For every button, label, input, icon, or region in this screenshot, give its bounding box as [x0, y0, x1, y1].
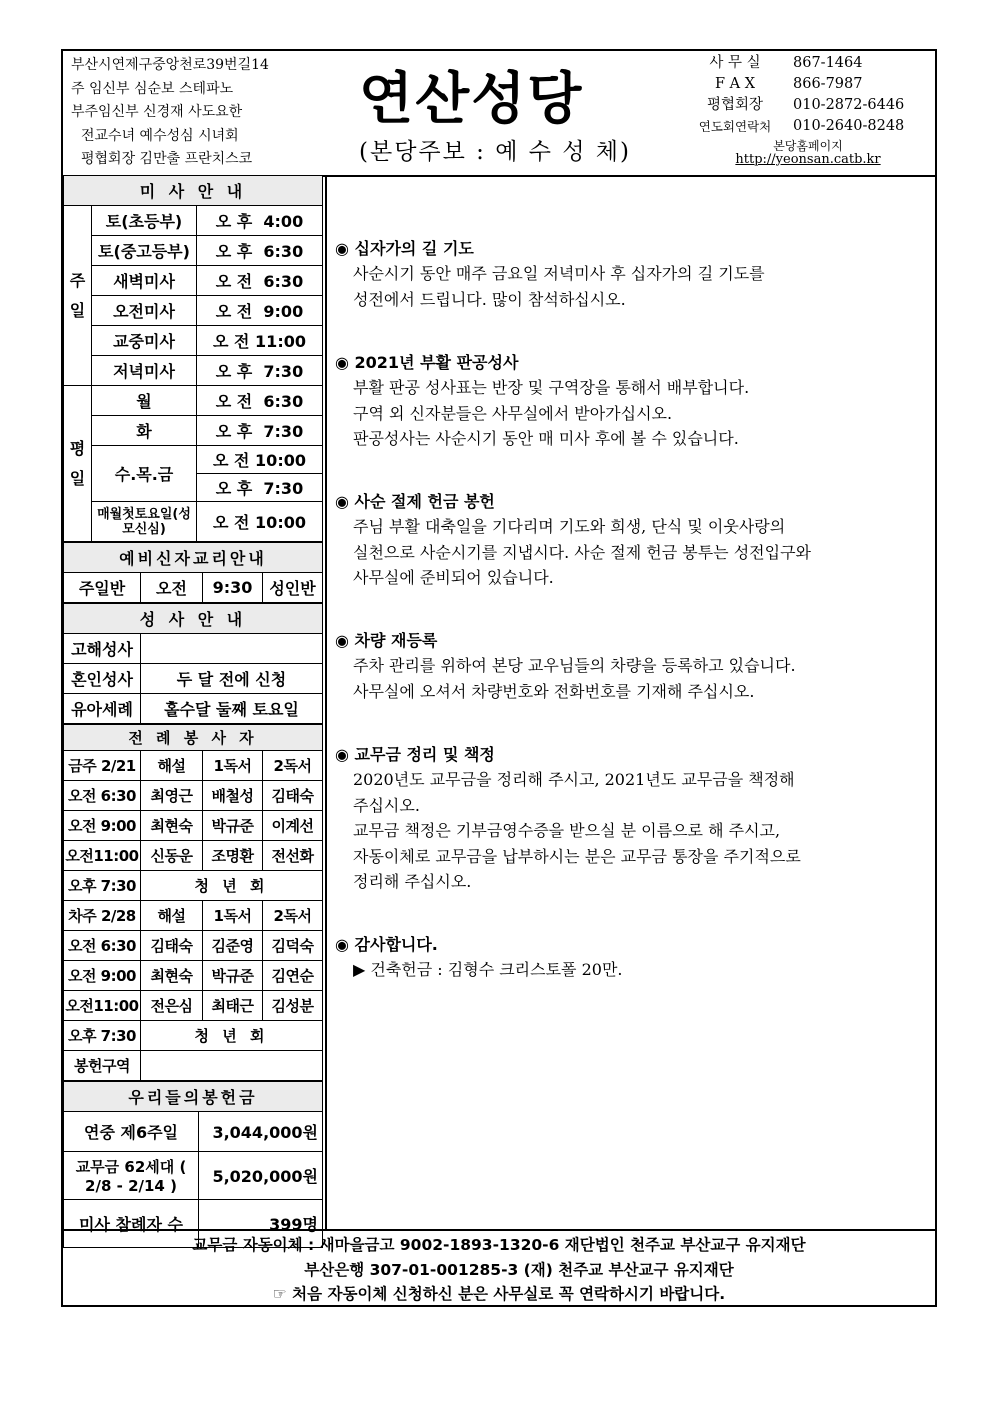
- minister-name: 최영근: [141, 781, 203, 811]
- mass-slot: 오전11:00: [64, 841, 141, 871]
- minister-name: 전은심: [141, 991, 203, 1021]
- contact-row: [683, 116, 933, 137]
- contact-value: 867-1464: [793, 55, 863, 71]
- minister-name: 최현숙: [141, 811, 203, 841]
- role-header: 1독서: [203, 751, 263, 781]
- notice-line: 주차 관리를 위하여 본당 교우님들의 차량을 등록하고 있습니다.: [353, 656, 796, 675]
- sacraments-table: [63, 603, 323, 724]
- mass-time: 오 후 7:30: [197, 416, 323, 446]
- notice-item: [335, 743, 935, 895]
- mass-slot: 오전 6:30: [64, 931, 141, 961]
- bulletin-subtitle: (본당주보 : 예 수 성 체): [359, 139, 631, 165]
- parish-staff-info: [71, 54, 331, 172]
- bulletin-footer: [63, 1229, 935, 1307]
- notice-line: 자동이체로 교무금을 납부하시는 분은 교무금 통장을 주기적으로: [353, 846, 801, 866]
- ministers-heading: 전 례 봉 사 자: [64, 725, 323, 751]
- minister-name: 최태근: [203, 991, 263, 1021]
- mass-name: 저녁미사: [92, 356, 197, 386]
- attendance-label: 미사 참례자 수: [64, 1200, 199, 1248]
- notice-title: ◉ 차량 재등록: [335, 631, 438, 650]
- sacrament-name: 고해성사: [64, 634, 141, 664]
- parish-name: 연산성당: [359, 67, 584, 132]
- notice-line: 사무실에 준비되어 있습니다.: [353, 568, 554, 587]
- catechism-cell: 9:30: [203, 573, 263, 603]
- notice-line: 실천으로 사순시기를 지냅시다. 사순 절제 헌금 봉투는 성전입구와: [353, 542, 812, 562]
- sacrament-name: 유아세례: [64, 694, 141, 724]
- notice-title: ◉ 교무금 정리 및 책정: [335, 745, 495, 764]
- minister-name: 배철성: [203, 781, 263, 811]
- mass-slot: 오전11:00: [64, 991, 141, 1021]
- mass-heading: 미 사 안 내: [64, 176, 323, 206]
- notice-item: [335, 933, 935, 983]
- contact-label: 사 무 실: [709, 55, 761, 71]
- auto-transfer-line: 교무금 자동이체 : 새마을금고 9002-1893-1320-6 재단법인 천주교 부산교구 유지재단: [192, 1236, 806, 1254]
- role-header: 해설: [141, 901, 203, 931]
- week-label: 금주 2/21: [64, 751, 141, 781]
- contact-value: 010-2640-8248: [793, 118, 905, 134]
- role-header: 2독서: [263, 751, 323, 781]
- bulletin-frame: [61, 49, 937, 1307]
- offering-label: [64, 1152, 199, 1200]
- mass-slot: 오후 7:30: [64, 871, 141, 901]
- parish-address: 부산시연제구중앙천로39번길14: [71, 57, 269, 73]
- mass-time: 오 후 7:30: [197, 356, 323, 386]
- bank-account-line: 부산은행 307-01-001285-3 (재) 천주교 부산교구 유지재단: [304, 1260, 734, 1279]
- district-label: 봉헌구역: [64, 1051, 141, 1081]
- mass-time: 오 전 6:30: [197, 386, 323, 416]
- notice-line: 주님 부활 대축일을 기다리며 기도와 희생, 단식 및 이웃사랑의: [353, 517, 786, 536]
- sacrament-info: 두 달 전에 신청: [141, 664, 323, 694]
- contact-request-line: ☞ 처음 자동이체 신청하신 분은 사무실로 꼭 연락하시기 바랍니다.: [272, 1285, 726, 1303]
- contact-row: [683, 74, 933, 95]
- minister-name: 김태숙: [141, 931, 203, 961]
- notice-item: [335, 237, 935, 312]
- minister-name: 신동운: [141, 841, 203, 871]
- notice-item: [335, 629, 935, 704]
- notice-line: ▶ 건축헌금 : 김형수 크리스토폴 20만.: [353, 960, 623, 979]
- contact-label: 평협회장: [706, 97, 764, 113]
- notice-title: ◉ 2021년 부활 판공성사: [335, 353, 519, 372]
- offering-amount: 5,020,000원: [199, 1152, 323, 1200]
- catechism-cell: 성인반: [263, 573, 323, 603]
- mass-name: 새벽미사: [92, 266, 197, 296]
- homepage-link[interactable]: http://yeonsan.catb.kr: [735, 152, 881, 167]
- mass-schedule-table: [63, 175, 323, 542]
- notice-title: ◉ 사순 절제 헌금 봉헌: [335, 492, 495, 511]
- notice-line: 성전에서 드립니다. 많이 참석하십시오.: [353, 289, 626, 309]
- catechism-heading: 예비신자교리안내: [64, 543, 323, 573]
- sacraments-heading: 성 사 안 내: [64, 604, 323, 634]
- minister-name: 김덕숙: [263, 931, 323, 961]
- council-president-line: 평협회장 김만출 프란치스코: [81, 151, 253, 167]
- minister-name: 최현숙: [141, 961, 203, 991]
- notice-title: ◉ 감사합니다.: [335, 935, 438, 954]
- bulletin-header: [63, 51, 935, 177]
- notice-line: 교무금 책정은 기부금영수증을 받으실 분 이름으로 해 주시고,: [353, 821, 781, 840]
- mass-slot: 오전 9:00: [64, 961, 141, 991]
- notice-line: 사무실에 오셔서 차량번호와 전화번호를 기재해 주십시오.: [353, 681, 755, 701]
- sunday-label-text: 주일: [69, 270, 86, 320]
- offering-table: [63, 1081, 323, 1248]
- sacrament-name: 혼인성사: [64, 664, 141, 694]
- mass-time: 오 전 9:00: [197, 296, 323, 326]
- role-header: 2독서: [263, 901, 323, 931]
- mass-name: [92, 502, 197, 542]
- minister-name: 박규준: [203, 811, 263, 841]
- notice-line: 판공성사는 사순시기 동안 매 미사 후에 볼 수 있습니다.: [353, 429, 739, 448]
- minister-name: 김준영: [203, 931, 263, 961]
- homepage-label: 본당홈페이지: [773, 139, 843, 153]
- nun-line: 전교수녀 예수성심 시녀회: [81, 127, 239, 144]
- mass-name: 토(중고등부): [92, 236, 197, 266]
- catechism-cell: 오전: [141, 573, 203, 603]
- notice-line: 주십시오.: [353, 795, 420, 815]
- notice-item: [335, 351, 935, 452]
- notice-line: 사순시기 동안 매주 금요일 저녁미사 후 십자가의 길 기도를: [353, 264, 765, 283]
- mass-slot: 오전 6:30: [64, 781, 141, 811]
- minister-name: 이계선: [263, 811, 323, 841]
- weekday-label-text: 평일: [69, 438, 86, 488]
- mass-name: 수.목.금: [92, 446, 197, 502]
- minister-name: 김연순: [263, 961, 323, 991]
- contact-label: 연도회연락처: [698, 119, 772, 134]
- offering-label: 연중 제6주일: [64, 1112, 199, 1152]
- week-label: 차주 2/28: [64, 901, 141, 931]
- notice-item: [335, 490, 935, 591]
- catechism-table: [63, 542, 323, 603]
- minister-name: 전선화: [263, 841, 323, 871]
- contact-label: F A X: [714, 76, 756, 92]
- offering-amount: 3,044,000원: [199, 1112, 323, 1152]
- sacrament-info: 홀수달 둘째 토요일: [141, 694, 323, 724]
- mass-time: 오 후 6:30: [197, 236, 323, 266]
- mass-slot: 오후 7:30: [64, 1021, 141, 1051]
- role-header: 1독서: [203, 901, 263, 931]
- sunday-label: [64, 206, 92, 386]
- mass-name: 교중미사: [92, 326, 197, 356]
- mass-time: 오 전 10:00: [197, 446, 323, 474]
- contact-value: 866-7987: [793, 76, 863, 92]
- mass-name: 화: [92, 416, 197, 446]
- mass-time: 오 전 11:00: [197, 326, 323, 356]
- mass-name: 월: [92, 386, 197, 416]
- notice-title: ◉ 십자가의 길 기도: [335, 239, 474, 258]
- mass-time: 오 전 10:00: [197, 502, 323, 542]
- role-header: 해설: [141, 751, 203, 781]
- sacrament-info: [141, 634, 323, 664]
- attendance-count: 399명: [199, 1200, 323, 1248]
- notice-line: 부활 판공 성사표는 반장 및 구역장을 통해서 배부합니다.: [353, 378, 750, 397]
- notice-line: 정리해 주십시오.: [353, 872, 472, 891]
- mass-name: 토(초등부): [92, 206, 197, 236]
- mass-time: 오 전 6:30: [197, 266, 323, 296]
- ministers-table: [63, 724, 323, 1081]
- minister-name: 조명환: [203, 841, 263, 871]
- contact-row: [683, 95, 933, 116]
- district-value: [141, 1051, 323, 1081]
- contact-info: [683, 53, 933, 167]
- mass-time: 오 후 7:30: [197, 474, 323, 502]
- notices-area: [327, 175, 935, 1229]
- offering-heading: 우리들의봉헌금: [64, 1082, 323, 1112]
- first-saturday-label: 매월첫토요일(성모신심): [97, 506, 191, 537]
- notice-line: 2020년도 교무금을 정리해 주시고, 2021년도 교무금을 책정해: [353, 770, 795, 789]
- assistant-priest-line: 부주임신부 신경재 사도요한: [71, 104, 243, 120]
- tithe-label: 교무금 62세대 ( 2/8 - 2/14 ): [75, 1158, 187, 1195]
- weekday-label: [64, 386, 92, 542]
- notice-line: 구역 외 신자분들은 사무실에서 받아가십시오.: [353, 403, 673, 423]
- catechism-cell: 주일반: [64, 573, 141, 603]
- schedule-sidebar: [63, 175, 327, 1234]
- mass-name: 오전미사: [92, 296, 197, 326]
- contact-row: [683, 53, 933, 74]
- minister-name: 김성분: [263, 991, 323, 1021]
- minister-name: 박규준: [203, 961, 263, 991]
- mass-time: 오 후 4:00: [197, 206, 323, 236]
- youth-group: 청 년 회: [141, 871, 323, 901]
- youth-group: 청 년 회: [141, 1021, 323, 1051]
- minister-name: 김태숙: [263, 781, 323, 811]
- contact-value: 010-2872-6446: [793, 97, 905, 113]
- pastor-line: 주 임신부 심순보 스테파노: [71, 80, 234, 97]
- mass-slot: 오전 9:00: [64, 811, 141, 841]
